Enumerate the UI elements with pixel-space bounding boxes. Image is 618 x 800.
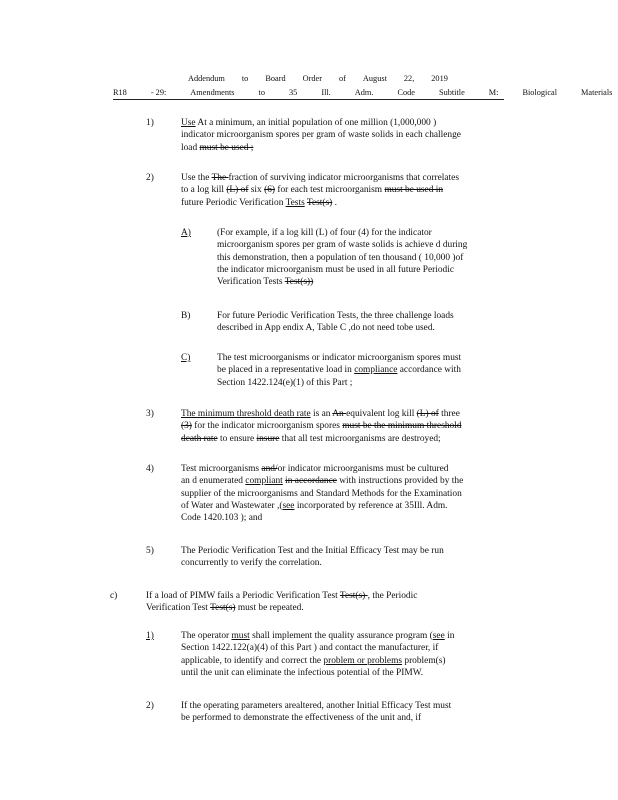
text-run: that all test microorganisms are destroyed;	[279, 433, 441, 444]
inserted-text: Use	[181, 118, 196, 128]
text-run: until the unit can eliminate the infectious potential of the PIMW.	[181, 667, 424, 678]
text-line	[217, 310, 454, 322]
text-line	[181, 433, 462, 445]
item-text	[181, 463, 463, 524]
item-text	[181, 545, 444, 570]
text-line	[181, 545, 444, 557]
item-text	[181, 630, 454, 679]
text-run: problem(s)	[402, 655, 446, 666]
text-run: an d enumerated	[181, 476, 246, 487]
header-word: M:	[488, 88, 499, 97]
item-number: 1)	[146, 118, 154, 128]
text-line	[181, 630, 454, 642]
item-number: 4)	[146, 464, 154, 474]
text-run: be performed to demonstrate the effectiveness of the unit and, if	[181, 713, 422, 724]
text-line	[181, 712, 451, 724]
text-run: The operator	[181, 631, 232, 641]
text-run: of Water and Wastewater ,(	[181, 500, 283, 511]
text-run: , the Periodic	[367, 591, 418, 601]
text-line	[181, 463, 463, 475]
text-run: The Periodic Verification Test and the Initial Efficacy Test may be run	[181, 546, 444, 556]
item-text	[217, 310, 454, 335]
struck-text: (L) of	[416, 409, 439, 419]
text-run: for each test microorganism	[275, 185, 385, 196]
item-number: 5)	[146, 546, 154, 556]
header-word: Biological	[522, 88, 558, 97]
text-run: At a minimum, an initial population of one million (1,000,000 )	[195, 118, 437, 128]
header-word: August	[362, 74, 387, 83]
text-line	[181, 117, 461, 129]
text-line	[146, 590, 417, 602]
item-number: A)	[181, 228, 191, 238]
header-word: 35	[289, 88, 298, 97]
struck-text: Test(s)	[339, 591, 368, 601]
text-line	[217, 364, 461, 376]
header-word: to	[241, 74, 249, 83]
text-line	[146, 602, 417, 614]
inserted-text: must	[231, 631, 250, 641]
item-number: c)	[110, 591, 118, 601]
text-run: If the operating parameters arealtered, another Initial Efficacy Test must	[181, 701, 452, 711]
struck-text: death rate	[181, 433, 218, 444]
text-run: indicator microorganism spores per gram of waste solids in each challenge	[181, 130, 461, 141]
item-text	[217, 227, 467, 288]
header-line-2	[113, 88, 618, 97]
text-run: load	[181, 142, 200, 153]
text-line	[217, 352, 461, 364]
text-line	[181, 655, 454, 667]
struck-text: must be the minimum threshold	[342, 421, 462, 432]
item-number: 1)	[146, 631, 154, 641]
header-word: 2019	[431, 74, 448, 83]
text-run: microorganism spores per gram of waste solids is achieve d during	[217, 240, 468, 251]
inserted-text: compliant	[245, 476, 283, 487]
text-line	[217, 264, 467, 276]
item-text	[181, 700, 451, 725]
header-word: Code	[397, 88, 415, 97]
text-line	[181, 512, 463, 524]
text-run: accordance with	[397, 365, 461, 376]
text-run: Verification Tests	[217, 277, 285, 288]
header-word: - 29:	[150, 88, 167, 97]
text-line	[181, 667, 454, 679]
item-number: 2)	[146, 701, 154, 711]
struck-text: in accordance	[285, 476, 337, 487]
text-line	[181, 475, 463, 487]
struck-text: (L) of	[226, 185, 249, 196]
text-line	[181, 557, 444, 569]
text-run: the indicator microorganism must be used in all future Periodic	[217, 264, 455, 275]
text-run: must be repeated.	[235, 603, 304, 614]
text-line	[181, 129, 461, 141]
struck-text: insure	[256, 433, 280, 444]
text-run: shall implement the quality assurance program (	[249, 631, 433, 641]
text-line	[181, 488, 463, 500]
text-run: to ensure	[217, 433, 257, 444]
text-line	[217, 239, 467, 251]
text-line	[217, 322, 454, 334]
item-text	[181, 172, 459, 209]
header-word: Ill.	[321, 88, 331, 97]
text-line	[217, 276, 467, 288]
text-run: Verification Test	[146, 603, 211, 614]
text-run: concurrently to verify the correlation.	[181, 558, 322, 569]
text-run: to a log kill	[181, 185, 227, 196]
inserted-text: see	[432, 631, 445, 641]
text-run: The test microorganisms or indicator microorganism spores must	[217, 353, 462, 363]
text-line	[181, 408, 462, 420]
text-line	[181, 184, 459, 196]
item-text	[181, 408, 462, 445]
header-word: Order	[302, 74, 322, 83]
item-number: 2)	[146, 173, 154, 183]
struck-text: must be used in	[384, 185, 444, 196]
text-run: .	[332, 197, 337, 208]
inserted-text: compliance	[354, 365, 398, 376]
text-line	[217, 227, 467, 239]
struck-text: Test(s)	[210, 603, 236, 614]
text-run: described in App endix A, Table C ,do not need tobe used.	[217, 323, 435, 334]
text-run: be placed in a representative load in	[217, 365, 355, 376]
item-text	[217, 352, 461, 389]
inserted-text: problem or problems	[323, 655, 403, 666]
struck-text: Test(s)	[306, 197, 333, 208]
struck-text: and/	[261, 464, 278, 474]
text-line	[181, 172, 459, 184]
text-run: For future Periodic Verification Tests, the three challenge loads	[217, 311, 454, 321]
header-line-1	[188, 74, 465, 83]
inserted-text: Tests	[285, 197, 305, 208]
text-run: Section 1422.122(a)(4) of this Part ) and contact the manufacturer, if	[181, 643, 439, 654]
header-word: R18	[113, 88, 127, 97]
text-line	[181, 700, 451, 712]
struck-text: (3)	[181, 421, 192, 432]
text-run: Use the	[181, 173, 212, 183]
header-word: Adm.	[354, 88, 374, 97]
header-word: Addendum	[188, 74, 225, 83]
text-line	[181, 420, 462, 432]
text-line	[181, 142, 461, 154]
header-word: Subtitle	[438, 88, 465, 97]
text-run: is an	[310, 409, 333, 419]
text-line	[217, 252, 467, 264]
header-word: Amendments	[190, 88, 235, 97]
item-number: 3)	[146, 409, 154, 419]
text-run: future Periodic Verification	[181, 197, 286, 208]
header-word: 22,	[403, 74, 415, 83]
header-word: to	[258, 88, 266, 97]
inserted-text: The minimum threshold death rate	[181, 409, 311, 419]
text-run: applicable, to identify and correct the	[181, 655, 324, 666]
text-run: this demonstration, then a population of ten thousand ( 10,000 )of	[217, 252, 464, 263]
text-line	[181, 642, 454, 654]
header-word: of	[338, 74, 346, 83]
text-run: or indicator microorganisms must be cultured	[277, 464, 449, 474]
text-run: for the indicator microorganism spores	[191, 421, 343, 432]
text-run: six	[248, 185, 265, 196]
text-run: Code 1420.103 ); and	[181, 513, 263, 524]
text-run: If a load of PIMW fails a Periodic Verification Test	[146, 591, 340, 601]
text-run: equivalent log kill	[346, 409, 417, 419]
item-text	[181, 117, 461, 154]
item-number: C)	[181, 353, 191, 363]
text-run: supplier of the microorganisms and Standard Methods for the Examination	[181, 488, 462, 499]
text-run: with instructions provided by the	[336, 476, 464, 487]
text-line	[217, 377, 461, 389]
text-line	[181, 197, 459, 209]
header-word: Board	[265, 74, 286, 83]
struck-text: An	[332, 409, 347, 419]
text-run: in	[444, 631, 455, 641]
header-rule	[113, 99, 504, 100]
item-text	[146, 590, 417, 615]
text-run: Section 1422.124(e)(1) of this Part ;	[217, 377, 353, 388]
text-run: (For example, if a log kill (L) of four (4) for the indicator	[217, 228, 432, 238]
text-run: incorporated by reference at 35Ill. Adm.	[294, 500, 448, 511]
struck-text: (6)	[264, 185, 276, 196]
header-word: Materials	[581, 88, 613, 97]
text-run: Test microorganisms	[181, 464, 262, 474]
struck-text: The	[211, 173, 229, 183]
struck-text: must be used ;	[199, 142, 254, 153]
item-number: B)	[181, 311, 191, 321]
text-run: fraction of surviving indicator microorganisms that correlates	[228, 173, 459, 183]
inserted-text: see	[282, 500, 295, 511]
text-line	[181, 500, 463, 512]
text-run: three	[438, 409, 460, 419]
struck-text: Test(s))	[284, 277, 314, 288]
